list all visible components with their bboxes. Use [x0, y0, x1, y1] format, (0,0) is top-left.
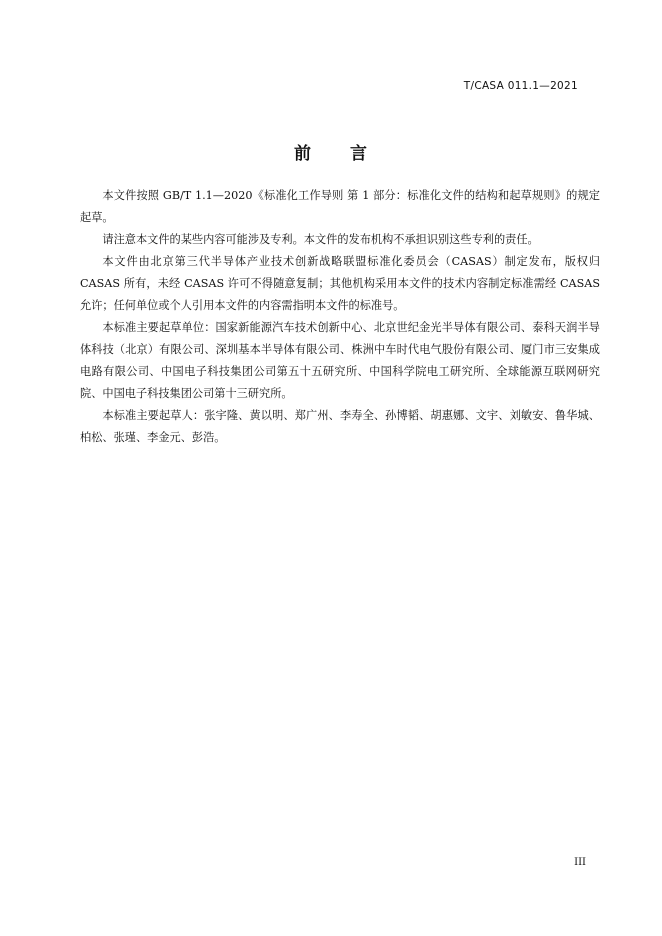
title-char-1: 前	[294, 144, 312, 164]
document-code: T/CASA 011.1—2021	[463, 80, 578, 92]
paragraph-drafting-rules: 本文件按照 GB/T 1.1—2020《标准化工作导则 第 1 部分：标准化文件的结构和起草规则》的规定起草。	[80, 189, 600, 224]
page-title	[0, 139, 662, 164]
title-char-2: 言	[350, 144, 368, 164]
paragraph-patent-notice: 请注意本文件的某些内容可能涉及专利。本文件的发布机构不承担识别这些专利的责任。	[102, 233, 539, 246]
foreword-body	[80, 185, 600, 449]
paragraph-copyright: 本文件由北京第三代半导体产业技术创新战略联盟标准化委员会（CASAS）制定发布，版权归CASAS 所有，未经 CASAS 许可不得随意复制；其他机构采用本文件的技术内容制定标准需经 CASAS 允许；任何单位或个人引用本文件的内容需指明本文件的标准号。	[80, 255, 600, 312]
paragraph-drafting-units: 本标准主要起草单位：国家新能源汽车技术创新中心、北京世纪金光半导体有限公司、泰科天润半导体科技（北京）有限公司、深圳基本半导体有限公司、株洲中车时代电气股份有限公司、厦门市三安集成电路有限公司、中国电子科技集团公司第五十五研究所、中国科学院电工研究所、全球能源互联网研究院、中国电子科技集团公司第十三研究所。	[80, 321, 600, 400]
paragraph-drafters: 本标准主要起草人：张宇隆、黄以明、郑广州、李寿全、孙博韬、胡惠娜、文宇、刘敏安、鲁华城、柏松、张瑾、李金元、彭浩。	[80, 409, 600, 444]
page-number: III	[574, 857, 586, 868]
